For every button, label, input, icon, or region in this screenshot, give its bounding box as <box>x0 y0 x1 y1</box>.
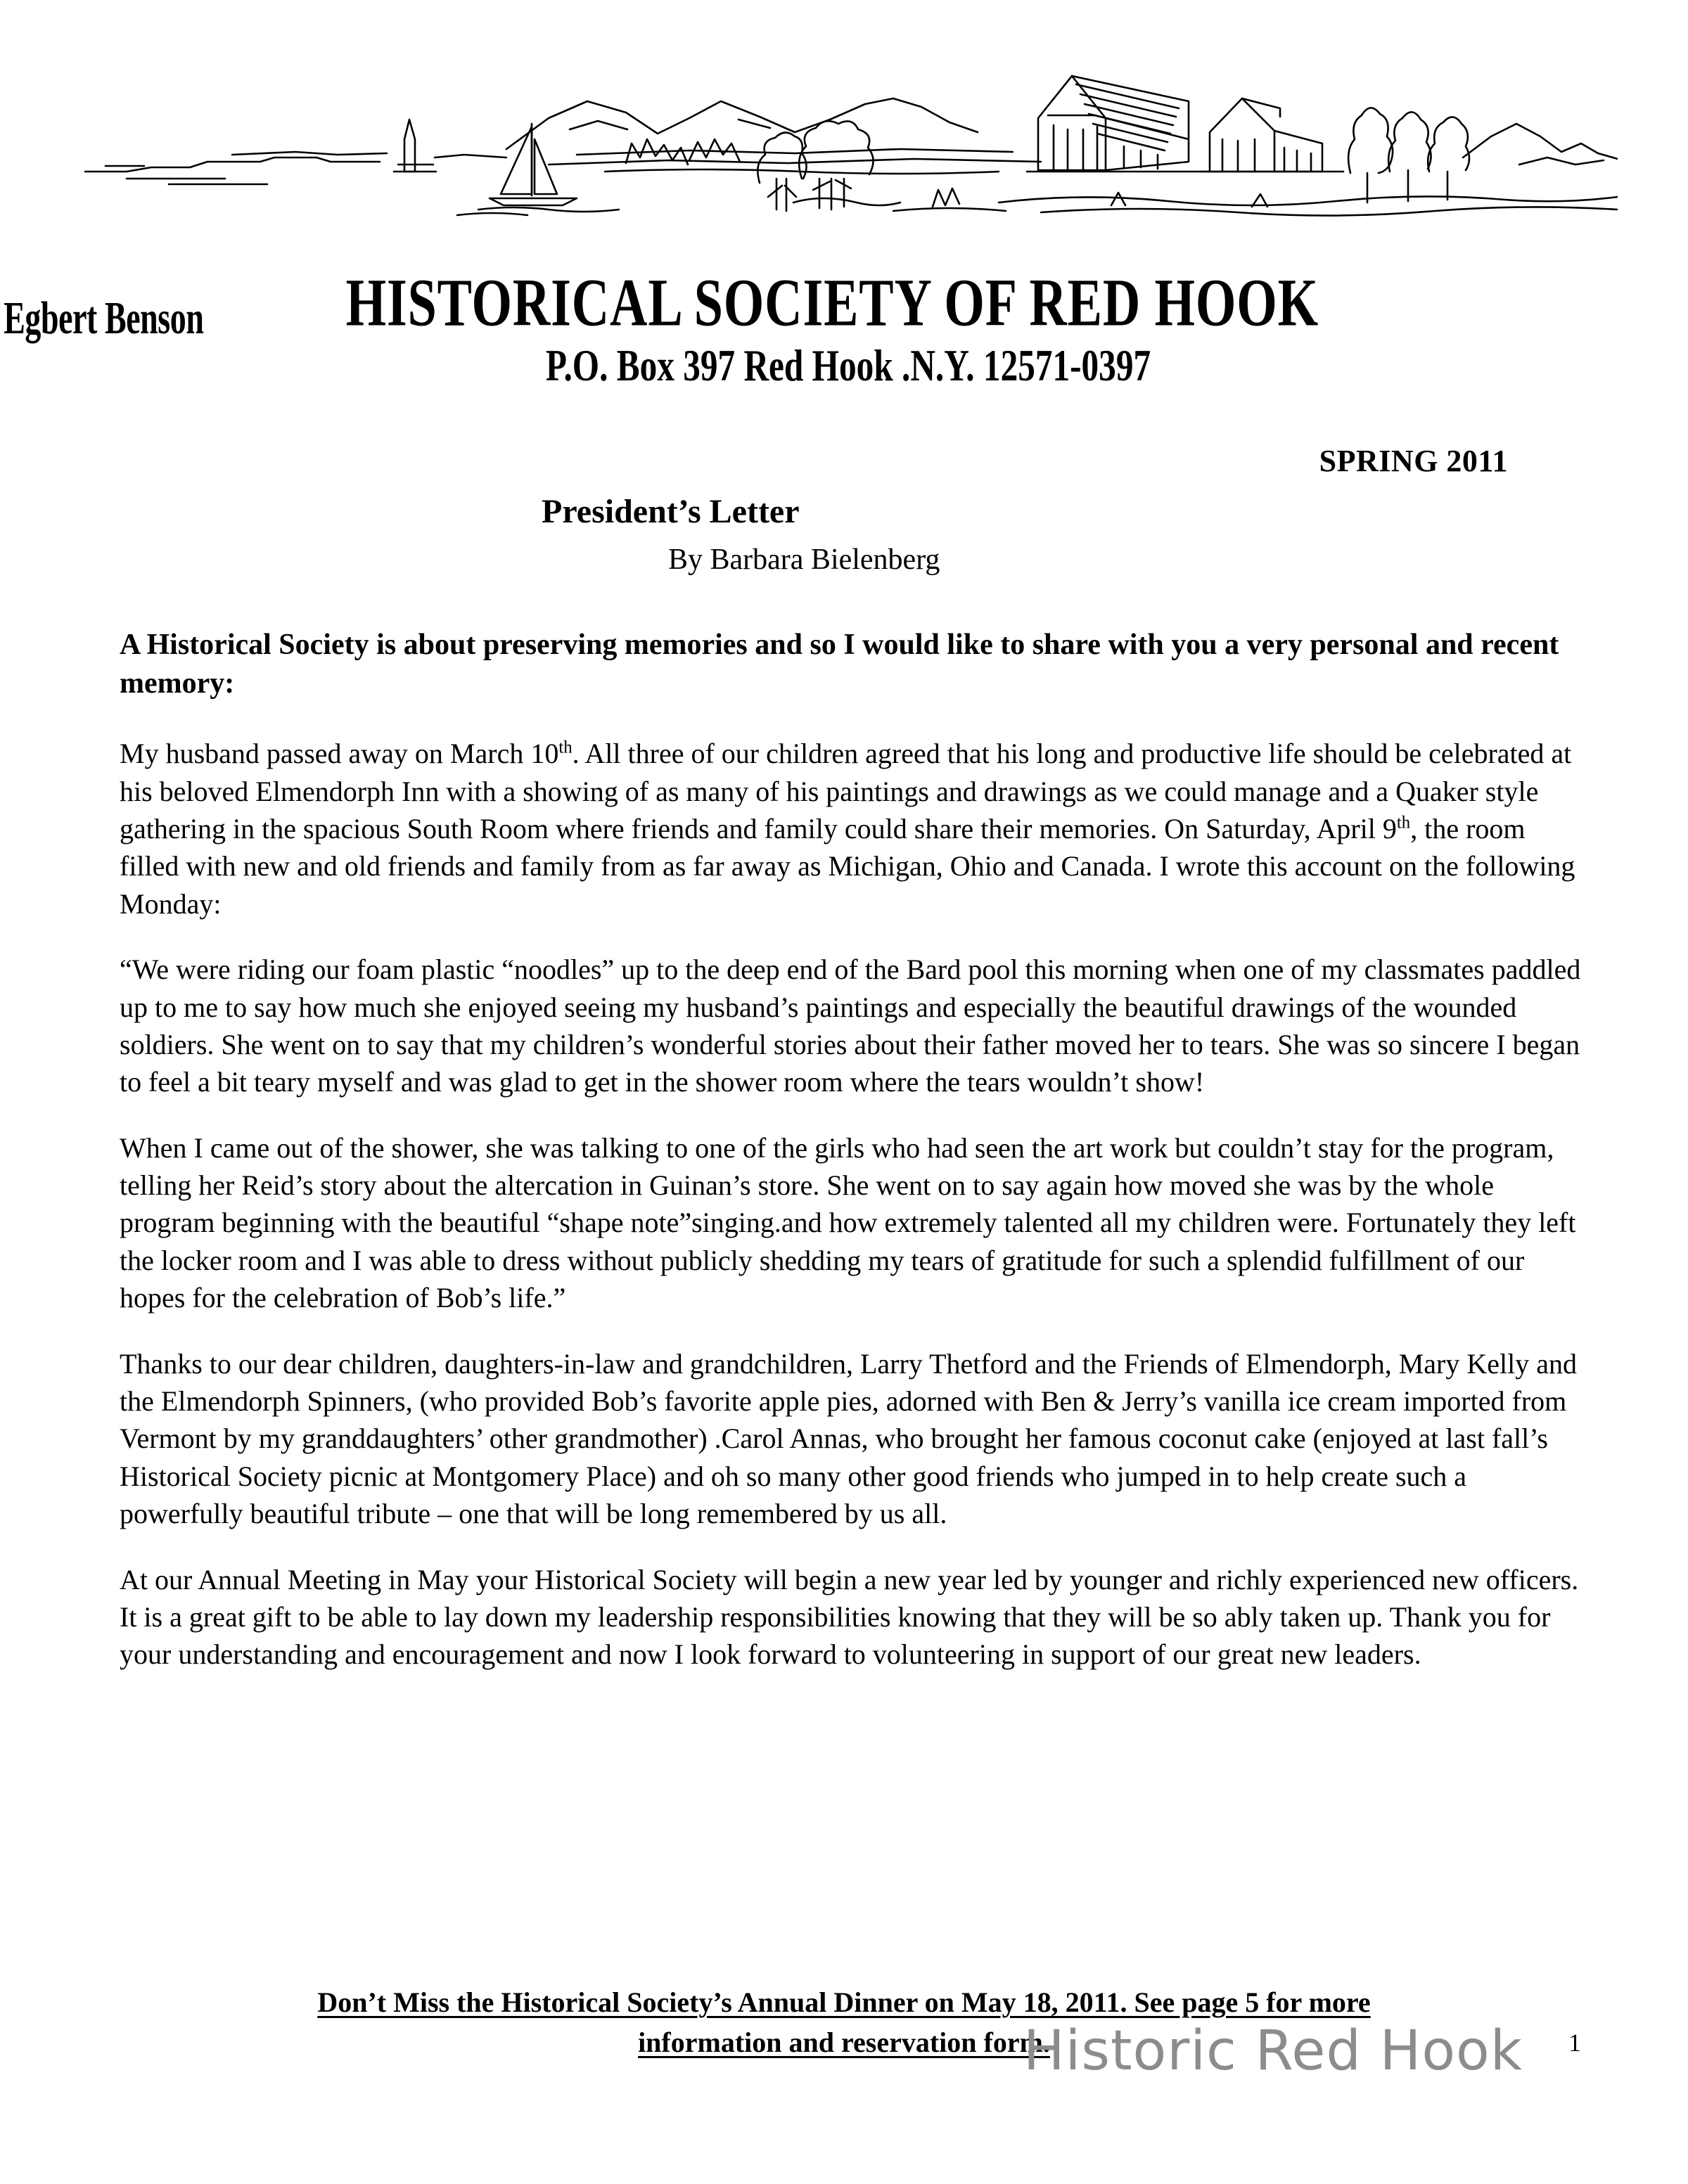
ordinal-suffix-april: th <box>1396 813 1411 833</box>
article-byline: By Barbara Bielenberg <box>668 544 940 576</box>
article-body <box>120 626 1590 1702</box>
paragraph-1-text-a: My husband passed away on March 10 <box>120 738 559 770</box>
masthead-title-line <box>0 264 1688 345</box>
page-title: President’s Letter <box>542 493 800 530</box>
masthead-org-prefix: Egbert Benson <box>4 293 204 345</box>
ordinal-suffix-march: th <box>558 738 573 757</box>
announcement-line-1 <box>0 1983 1688 2023</box>
announcement-line-2-text: information and reservation form. <box>638 2026 1050 2058</box>
paragraph-1-text-c: , the room filled with new and old friends and family from as far away as Michigan, Ohio and Canada. I wrote this account on the following Monday: <box>120 812 1575 920</box>
masthead-landscape-illustration <box>84 34 1618 217</box>
issue-date: SPRING 2011 <box>1319 444 1508 478</box>
masthead-address: P.O. Box 397 Red Hook .N.Y. 12571-0397 <box>545 341 1151 391</box>
body-paragraph-4: Thanks to our dear children, daughters-in-law and grandchildren, Larry Thetford and the Friends of Elmendorph, Mary Kelly and the Elmendorph Spinners, (who provided Bob’s favorite apple pies, adorned with Ben & Jerry’s vanilla ice cream imported from Vermont by my granddaughters’ other grandmother) .Carol Annas, who brought her famous coconut cake (enjoyed at last fall’s Historical Society picnic at Montgomery Place) and oh so many other good friends who jumped in to help create such a powerfully beautiful tribute – one that will be long remembered by us all. <box>120 1347 1577 1530</box>
page-number: 1 <box>1568 2029 1581 2057</box>
body-paragraph-5: At our Annual Meeting in May your Historical Society will begin a new year led by younger and richly experienced new officers. It is a great gift to be able to lay down my leadership responsibilities knowing that they will be so ably taken up. Thank you for your understanding and encouragement and now I look forward to volunteering in support of our great new leaders. <box>120 1563 1579 1671</box>
lead-paragraph: A Historical Society is about preserving memories and so I would like to share with you a very personal and recent memory: <box>120 629 1559 700</box>
body-paragraph-1 <box>120 735 1590 923</box>
masthead-org-name: HISTORICAL SOCIETY OF RED HOOK <box>345 264 1319 340</box>
body-paragraph-3: When I came out of the shower, she was talking to one of the girls who had seen the art work but couldn’t stay for the program, telling her Reid’s story about the altercation in Guinan’s store. She went on to say again how moved she was by the whole program beginning with the beautiful “shape note”singing.and how extremely talented all my children were. Fortunately they left the locker room and I was able to dress without publicly shedding my tears of gratitude for such a splendid fulfillment of our hopes for the celebration of Bob’s life.” <box>120 1131 1576 1314</box>
paragraph-1-text-b: . All three of our children agreed that his long and productive life should be celebrated at his beloved Elmendorph Inn with a showing of as many of his paintings and drawings as we could manage and a Quaker style gathering in the spacious South Room where friends and family could share their memories. On Saturday, April 9 <box>120 738 1572 844</box>
masthead-wordmark <box>0 264 1688 391</box>
watermark: Historic Red Hook <box>1023 2019 1523 2083</box>
announcement-line-1-text: Don’t Miss the Historical Society’s Annual Dinner on May 18, 2011. See page 5 for more <box>317 1986 1371 2018</box>
body-paragraph-2: “We were riding our foam plastic “noodles” up to the deep end of the Bard pool this morning when one of my classmates paddled up to me to say how much she enjoyed seeing my husband’s paintings and especially the beautiful drawings of the wounded soldiers. She went on to say that my children’s wonderful stories about their father moved her to tears. She was so sincere I began to feel a bit teary myself and was glad to get in the shower room where the tears wouldn’t show! <box>120 953 1581 1098</box>
